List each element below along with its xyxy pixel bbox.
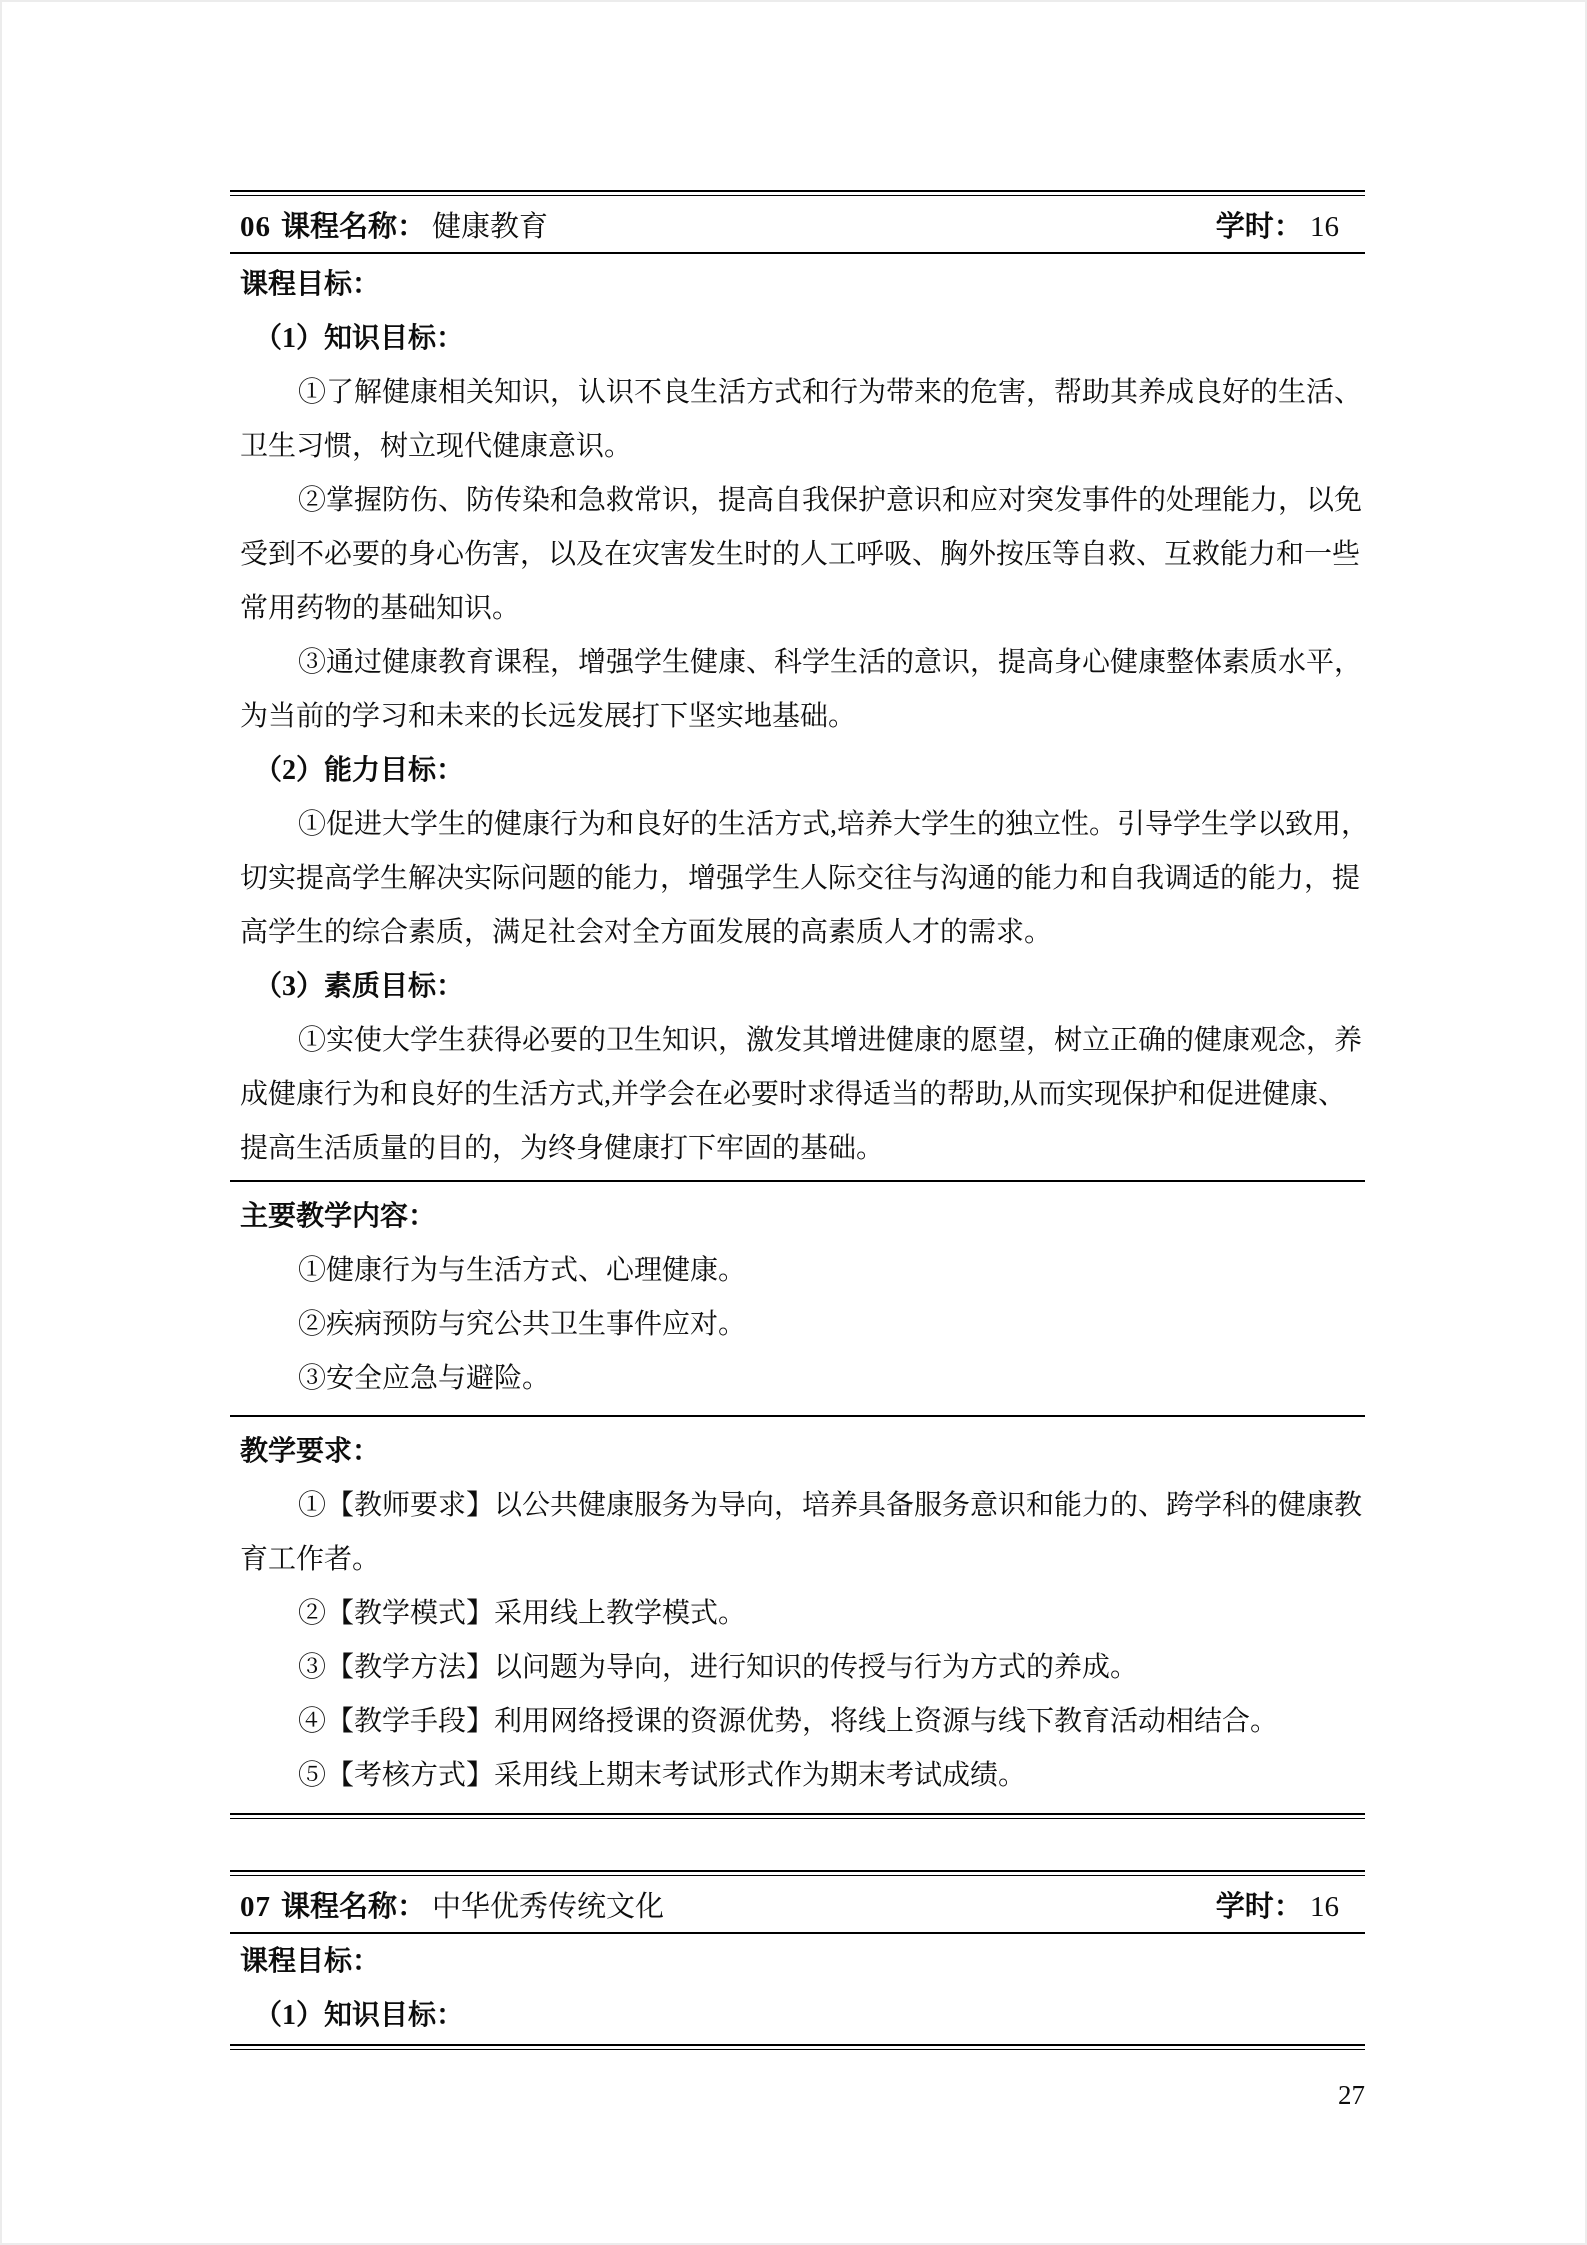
section-teaching-content bbox=[230, 1182, 1365, 1415]
objective-line: 卫生习惯，树立现代健康意识。 bbox=[240, 431, 633, 462]
course-07-table bbox=[230, 1870, 1365, 2050]
objective-line: 提高生活质量的目的，为终身健康打下牢固的基础。 bbox=[240, 1133, 885, 1164]
course-06-table bbox=[230, 190, 1370, 1819]
objective-line: 高学生的综合素质，满足社会对全方面发展的高素质人才的需求。 bbox=[240, 917, 1053, 948]
course-07-header-row bbox=[230, 1876, 1365, 1932]
requirement-line: ②【教学模式】采用线上教学模式。 bbox=[298, 1598, 747, 1629]
objectives-title: 课程目标： bbox=[240, 1946, 381, 1977]
objective-subheading: （1）知识目标： bbox=[254, 323, 465, 354]
requirement-line: ①【教师要求】以公共健康服务为导向，培养具备服务意识和能力的、跨学科的健康教 bbox=[298, 1490, 1363, 1521]
hours-value: 16 bbox=[1310, 1890, 1339, 1923]
page-number: 27 bbox=[1338, 2080, 1365, 2110]
course-06-hours bbox=[1216, 204, 1339, 245]
objective-line: 切实提高学生解决实际问题的能力，增强学生人际交往与沟通的能力和自我调适的能力，提 bbox=[240, 863, 1361, 894]
objective-line: 成健康行为和良好的生活方式,并学会在必要时求得适当的帮助,从而实现保护和促进健康、 bbox=[240, 1079, 1347, 1110]
table-bottom-border bbox=[230, 1813, 1365, 1819]
course-07-hours bbox=[1216, 1884, 1339, 1925]
course-07-title bbox=[240, 1884, 664, 1925]
objectives-title: 课程目标： bbox=[240, 269, 381, 300]
objective-line: ②掌握防伤、防传染和急救常识，提高自我保护意识和应对突发事件的处理能力，以免 bbox=[298, 485, 1363, 516]
content-line: ②疾病预防与究公共卫生事件应对。 bbox=[298, 1309, 747, 1340]
table-bottom-border bbox=[230, 2044, 1365, 2050]
course-name: 中华优秀传统文化 bbox=[432, 1890, 665, 1923]
content-line: ③安全应急与避险。 bbox=[298, 1363, 551, 1394]
course-name: 健康教育 bbox=[432, 210, 549, 243]
requirement-line: ⑤【考核方式】采用线上期末考试形式作为期末考试成绩。 bbox=[298, 1760, 1027, 1791]
objective-subheading: （1）知识目标： bbox=[254, 2000, 465, 2031]
requirement-line: ③【教学方法】以问题为导向，进行知识的传授与行为方式的养成。 bbox=[298, 1652, 1139, 1683]
section-teaching-requirements bbox=[230, 1417, 1365, 1813]
course-number: 07 bbox=[240, 1890, 271, 1923]
course-number: 06 bbox=[240, 210, 271, 243]
objective-subheading: （2）能力目标： bbox=[254, 755, 465, 786]
objective-line: ③通过健康教育课程，增强学生健康、科学生活的意识，提高身心健康整体素质水平， bbox=[298, 647, 1363, 678]
requirement-line: 育工作者。 bbox=[240, 1544, 381, 1575]
hours-value: 16 bbox=[1310, 210, 1339, 243]
course-name-label: 课程名称： bbox=[281, 210, 427, 243]
objective-line: 为当前的学习和未来的长远发展打下坚实地基础。 bbox=[240, 701, 857, 732]
course-name-label: 课程名称： bbox=[281, 1890, 427, 1923]
content-line: ①健康行为与生活方式、心理健康。 bbox=[298, 1255, 747, 1286]
objective-subheading: （3）素质目标： bbox=[254, 971, 465, 1002]
objective-line: 常用药物的基础知识。 bbox=[240, 593, 521, 624]
requirements-title: 教学要求： bbox=[240, 1436, 381, 1467]
objective-line: ①实使大学生获得必要的卫生知识，激发其增进健康的愿望，树立正确的健康观念，养 bbox=[298, 1025, 1363, 1056]
objective-line: ①了解健康相关知识，认识不良生活方式和行为带来的危害，帮助其养成良好的生活、 bbox=[298, 377, 1363, 408]
course-06-header-row bbox=[230, 196, 1365, 252]
objective-line: ①促进大学生的健康行为和良好的生活方式,培养大学生的独立性。引导学生学以致用， bbox=[298, 809, 1370, 840]
section-course-objectives bbox=[230, 1934, 1365, 2044]
content-title: 主要教学内容： bbox=[240, 1201, 437, 1232]
requirement-line: ④【教学手段】利用网络授课的资源优势，将线上资源与线下教育活动相结合。 bbox=[298, 1706, 1279, 1737]
hours-label: 学时： bbox=[1215, 210, 1303, 243]
section-course-objectives bbox=[230, 254, 1370, 1180]
hours-label: 学时： bbox=[1215, 1890, 1303, 1923]
course-06-title bbox=[240, 204, 548, 245]
objective-line: 受到不必要的身心伤害，以及在灾害发生时的人工呼吸、胸外按压等自救、互救能力和一些 bbox=[240, 539, 1361, 570]
